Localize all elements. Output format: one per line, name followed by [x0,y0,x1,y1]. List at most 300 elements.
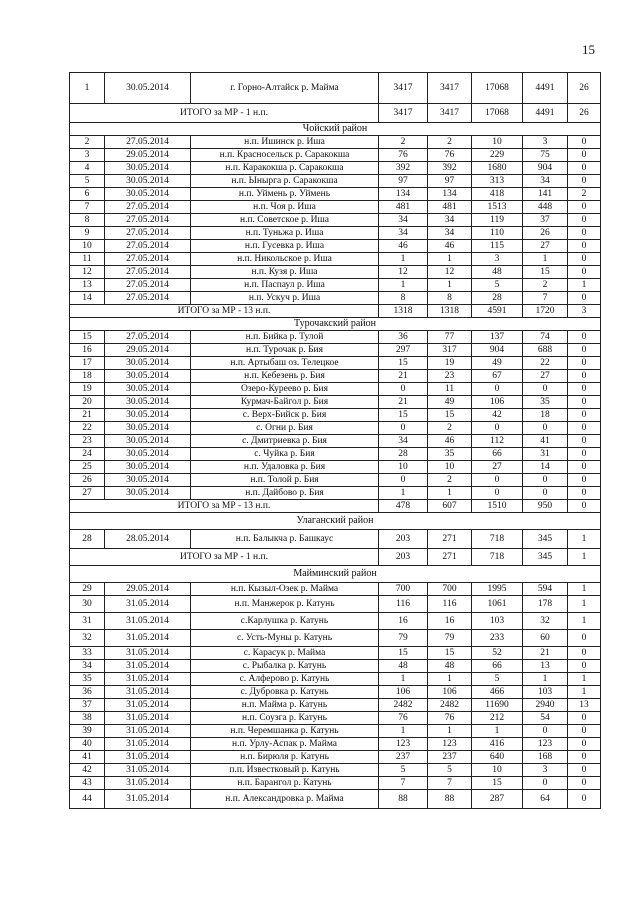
value-col-4: 1720 [523,305,568,318]
date-cell: 27.05.2014 [105,214,191,227]
value-col-2: 2 [428,136,472,149]
location-cell: н.п. Никольское р. Иша [191,253,379,266]
value-col-2: 1 [428,673,472,686]
value-col-2: 392 [428,162,472,175]
date-cell: 30.05.2014 [105,175,191,188]
value-col-1: 10 [379,461,428,474]
value-col-2: 34 [428,227,472,240]
value-col-3: 137 [472,331,523,344]
table-row [70,712,601,725]
total-label: ИТОГО за МР - 13 н.п. [70,305,379,318]
row-number: 9 [70,227,105,240]
value-col-5: 0 [568,738,601,751]
value-col-5: 0 [568,487,601,500]
date-cell: 31.05.2014 [105,660,191,673]
row-number: 35 [70,673,105,686]
table-row [70,448,601,461]
date-cell: 31.05.2014 [105,738,191,751]
row-number: 33 [70,647,105,660]
date-cell: 27.05.2014 [105,253,191,266]
value-col-5: 0 [568,764,601,777]
table-row [70,357,601,370]
value-col-2: 317 [428,344,472,357]
table-row [70,751,601,764]
value-col-3: 1513 [472,201,523,214]
value-col-5: 0 [568,474,601,487]
total-label: ИТОГО за МР - 1 н.п. [70,104,379,123]
date-cell: 30.05.2014 [105,409,191,422]
table-row [70,383,601,396]
value-col-4: 14 [523,461,568,474]
total-row [70,104,601,123]
row-number: 40 [70,738,105,751]
value-col-1: 34 [379,227,428,240]
table-row [70,673,601,686]
table-row [70,461,601,474]
location-cell: н.п. Толой р. Бия [191,474,379,487]
location-cell: н.п. Кебезень р. Бия [191,370,379,383]
value-col-5: 0 [568,370,601,383]
date-cell: 31.05.2014 [105,751,191,764]
row-number: 3 [70,149,105,162]
date-cell: 29.05.2014 [105,344,191,357]
value-col-2: 19 [428,357,472,370]
row-number: 1 [70,73,105,104]
value-col-2: 8 [428,292,472,305]
value-col-1: 15 [379,647,428,660]
row-number: 21 [70,409,105,422]
date-cell: 27.05.2014 [105,279,191,292]
value-col-3: 1061 [472,596,523,613]
row-number: 14 [70,292,105,305]
row-number: 2 [70,136,105,149]
location-cell: с. Алферово р. Катунь [191,673,379,686]
value-col-4: 0 [523,487,568,500]
location-cell: н.п. Бирюля р. Катунь [191,751,379,764]
value-col-4: 4491 [523,104,568,123]
location-cell: с. Дмитриевка р. Бия [191,435,379,448]
value-col-1: 79 [379,630,428,647]
value-col-5: 0 [568,175,601,188]
total-row [70,549,601,566]
value-col-4: 0 [523,383,568,396]
value-col-1: 0 [379,383,428,396]
value-col-4: 345 [523,530,568,549]
location-cell: с. Огни р. Бия [191,422,379,435]
value-col-3: 640 [472,751,523,764]
value-col-2: 35 [428,448,472,461]
value-col-2: 3417 [428,73,472,104]
location-cell: н.п. Ишинск р. Иша [191,136,379,149]
value-col-1: 392 [379,162,428,175]
date-cell: 30.05.2014 [105,487,191,500]
value-col-1: 16 [379,613,428,630]
section-heading: Чойский район [70,123,601,136]
location-cell: н.п. Каракокша р. Саракокша [191,162,379,175]
table-row [70,214,601,227]
value-col-3: 10 [472,136,523,149]
value-col-3: 11690 [472,699,523,712]
table-row [70,409,601,422]
location-cell: н.п. Манжерок р. Катунь [191,596,379,613]
value-col-2: 16 [428,613,472,630]
date-cell: 31.05.2014 [105,630,191,647]
value-col-4: 594 [523,583,568,596]
value-col-2: 10 [428,461,472,474]
row-number: 41 [70,751,105,764]
location-cell: н.п. Дайбово р. Бия [191,487,379,500]
date-cell: 31.05.2014 [105,699,191,712]
table-row [70,175,601,188]
date-cell: 29.05.2014 [105,583,191,596]
row-number: 8 [70,214,105,227]
value-col-1: 2 [379,136,428,149]
value-col-2: 1 [428,487,472,500]
value-col-2: 7 [428,777,472,790]
value-col-5: 0 [568,660,601,673]
value-col-3: 52 [472,647,523,660]
value-col-2: 46 [428,435,472,448]
row-number: 43 [70,777,105,790]
row-number: 37 [70,699,105,712]
value-col-4: 34 [523,175,568,188]
date-cell: 30.05.2014 [105,383,191,396]
value-col-4: 1 [523,253,568,266]
value-col-4: 74 [523,331,568,344]
value-col-1: 134 [379,188,428,201]
value-col-3: 10 [472,764,523,777]
value-col-2: 1 [428,725,472,738]
value-col-4: 75 [523,149,568,162]
row-number: 12 [70,266,105,279]
value-col-5: 1 [568,613,601,630]
value-col-1: 46 [379,240,428,253]
value-col-2: 700 [428,583,472,596]
value-col-4: 0 [523,422,568,435]
value-col-5: 3 [568,305,601,318]
value-col-3: 904 [472,344,523,357]
table-row [70,227,601,240]
value-col-4: 168 [523,751,568,764]
value-col-4: 7 [523,292,568,305]
row-number: 15 [70,331,105,344]
value-col-4: 37 [523,214,568,227]
value-col-2: 607 [428,500,472,513]
table-row [70,725,601,738]
value-col-5: 0 [568,751,601,764]
location-cell: Озеро-Куреево р. Бия [191,383,379,396]
value-col-5: 1 [568,583,601,596]
value-col-3: 0 [472,487,523,500]
value-col-4: 178 [523,596,568,613]
table-row [70,699,601,712]
row-number: 11 [70,253,105,266]
value-col-3: 0 [472,383,523,396]
value-col-3: 103 [472,613,523,630]
value-col-5: 0 [568,214,601,227]
value-col-5: 0 [568,201,601,214]
location-cell: г. Горно-Алтайск р. Майма [191,73,379,104]
value-col-3: 1 [472,725,523,738]
value-col-2: 123 [428,738,472,751]
location-cell: с. Усть-Муны р. Катунь [191,630,379,647]
value-col-3: 1510 [472,500,523,513]
value-col-3: 5 [472,673,523,686]
value-col-1: 34 [379,214,428,227]
value-col-3: 1995 [472,583,523,596]
location-cell: н.п. Удаловка р. Бия [191,461,379,474]
location-cell: н.п. Кызыл-Озек р. Майма [191,583,379,596]
value-col-1: 48 [379,660,428,673]
value-col-5: 0 [568,777,601,790]
value-col-5: 1 [568,279,601,292]
value-col-4: 950 [523,500,568,513]
value-col-4: 64 [523,790,568,809]
value-col-2: 2482 [428,699,472,712]
value-col-3: 287 [472,790,523,809]
value-col-1: 1 [379,673,428,686]
date-cell: 27.05.2014 [105,201,191,214]
value-col-1: 0 [379,422,428,435]
value-col-5: 1 [568,596,601,613]
table-row [70,266,601,279]
value-col-3: 416 [472,738,523,751]
section-row [70,566,601,583]
value-col-4: 35 [523,396,568,409]
date-cell: 30.05.2014 [105,188,191,201]
date-cell: 27.05.2014 [105,292,191,305]
location-cell: н.п. Турочак р. Бия [191,344,379,357]
value-col-5: 26 [568,104,601,123]
value-col-3: 49 [472,357,523,370]
value-col-4: 21 [523,647,568,660]
value-col-5: 0 [568,630,601,647]
row-number: 7 [70,201,105,214]
date-cell: 30.05.2014 [105,370,191,383]
date-cell: 27.05.2014 [105,331,191,344]
value-col-4: 3 [523,136,568,149]
date-cell: 31.05.2014 [105,790,191,809]
value-col-1: 2482 [379,699,428,712]
value-col-2: 23 [428,370,472,383]
date-cell: 30.05.2014 [105,461,191,474]
location-cell: н.п. Красносельск р. Саракокша [191,149,379,162]
total-label: ИТОГО за МР - 13 н.п. [70,500,379,513]
value-col-1: 0 [379,474,428,487]
table-row [70,660,601,673]
value-col-5: 0 [568,422,601,435]
date-cell: 28.05.2014 [105,530,191,549]
value-col-1: 1 [379,725,428,738]
value-col-3: 66 [472,660,523,673]
value-col-3: 466 [472,686,523,699]
table-row [70,370,601,383]
date-cell: 30.05.2014 [105,435,191,448]
value-col-4: 2 [523,279,568,292]
total-label: ИТОГО за МР - 1 н.п. [70,549,379,566]
table-row [70,487,601,500]
value-col-1: 106 [379,686,428,699]
value-col-5: 0 [568,266,601,279]
value-col-5: 0 [568,396,601,409]
value-col-2: 116 [428,596,472,613]
table-row [70,613,601,630]
table-row [70,149,601,162]
value-col-1: 21 [379,396,428,409]
value-col-5: 0 [568,227,601,240]
value-col-1: 5 [379,764,428,777]
value-col-5: 0 [568,500,601,513]
location-cell: н.п. Александровка р. Майма [191,790,379,809]
table-body [70,73,601,809]
value-col-5: 0 [568,409,601,422]
location-cell: н.п. Уймень р. Уймень [191,188,379,201]
date-cell: 31.05.2014 [105,712,191,725]
value-col-1: 8 [379,292,428,305]
value-col-4: 1 [523,673,568,686]
value-col-1: 1 [379,279,428,292]
table-row [70,738,601,751]
value-col-5: 0 [568,331,601,344]
table-row [70,790,601,809]
value-col-3: 28 [472,292,523,305]
value-col-1: 237 [379,751,428,764]
row-number: 29 [70,583,105,596]
value-col-2: 271 [428,549,472,566]
value-col-5: 1 [568,549,601,566]
value-col-3: 17068 [472,104,523,123]
value-col-1: 76 [379,149,428,162]
value-col-1: 34 [379,435,428,448]
date-cell: 27.05.2014 [105,136,191,149]
date-cell: 30.05.2014 [105,162,191,175]
location-cell: Курмач-Байгол р. Бия [191,396,379,409]
value-col-2: 15 [428,409,472,422]
section-heading: Улаганский район [70,513,601,530]
value-col-4: 2940 [523,699,568,712]
date-cell: 27.05.2014 [105,240,191,253]
value-col-3: 1680 [472,162,523,175]
value-col-5: 1 [568,686,601,699]
value-col-1: 76 [379,712,428,725]
value-col-2: 12 [428,266,472,279]
date-cell: 30.05.2014 [105,396,191,409]
value-col-3: 3 [472,253,523,266]
value-col-3: 718 [472,549,523,566]
table-row [70,596,601,613]
value-col-2: 49 [428,396,472,409]
value-col-1: 481 [379,201,428,214]
location-cell: н.п. Чоя р. Иша [191,201,379,214]
value-col-2: 1 [428,279,472,292]
value-col-1: 203 [379,530,428,549]
row-number: 30 [70,596,105,613]
row-number: 42 [70,764,105,777]
location-cell: н.п. Бийка р. Тулой [191,331,379,344]
location-cell: с. Чуйка р. Бия [191,448,379,461]
value-col-5: 0 [568,790,601,809]
table-row [70,331,601,344]
date-cell: 30.05.2014 [105,448,191,461]
value-col-4: 103 [523,686,568,699]
value-col-2: 2 [428,474,472,487]
value-col-4: 448 [523,201,568,214]
value-col-2: 77 [428,331,472,344]
value-col-4: 32 [523,613,568,630]
value-col-5: 0 [568,162,601,175]
date-cell: 29.05.2014 [105,149,191,162]
value-col-5: 0 [568,461,601,474]
value-col-4: 27 [523,370,568,383]
value-col-5: 0 [568,240,601,253]
value-col-3: 27 [472,461,523,474]
section-row [70,123,601,136]
total-row [70,305,601,318]
value-col-3: 17068 [472,73,523,104]
value-col-2: 15 [428,647,472,660]
section-row [70,318,601,331]
value-col-1: 97 [379,175,428,188]
data-table [69,72,601,809]
row-number: 5 [70,175,105,188]
value-col-5: 1 [568,530,601,549]
row-number: 39 [70,725,105,738]
value-col-5: 0 [568,136,601,149]
value-col-1: 15 [379,357,428,370]
table-row [70,201,601,214]
value-col-1: 123 [379,738,428,751]
value-col-3: 110 [472,227,523,240]
date-cell: 31.05.2014 [105,686,191,699]
value-col-3: 418 [472,188,523,201]
value-col-4: 13 [523,660,568,673]
value-col-2: 1318 [428,305,472,318]
total-row [70,500,601,513]
table-row [70,630,601,647]
value-col-2: 271 [428,530,472,549]
location-cell: н.п. Ынырга р. Саракокша [191,175,379,188]
value-col-4: 31 [523,448,568,461]
value-col-1: 297 [379,344,428,357]
value-col-2: 46 [428,240,472,253]
value-col-5: 0 [568,149,601,162]
row-number: 32 [70,630,105,647]
row-number: 16 [70,344,105,357]
table-row [70,292,601,305]
value-col-4: 54 [523,712,568,725]
value-col-4: 141 [523,188,568,201]
table-row [70,474,601,487]
table-row [70,396,601,409]
row-number: 38 [70,712,105,725]
location-cell: н.п. Соузга р. Катунь [191,712,379,725]
value-col-1: 203 [379,549,428,566]
value-col-2: 34 [428,214,472,227]
row-number: 18 [70,370,105,383]
value-col-1: 116 [379,596,428,613]
value-col-3: 42 [472,409,523,422]
location-cell: с.Карлушка р. Катунь [191,613,379,630]
value-col-2: 2 [428,422,472,435]
value-col-5: 0 [568,253,601,266]
location-cell: п.п. Известковый р. Катунь [191,764,379,777]
row-number: 36 [70,686,105,699]
value-col-3: 48 [472,266,523,279]
location-cell: н.п. Гусевка р. Иша [191,240,379,253]
value-col-3: 15 [472,777,523,790]
value-col-3: 718 [472,530,523,549]
value-col-1: 3417 [379,73,428,104]
